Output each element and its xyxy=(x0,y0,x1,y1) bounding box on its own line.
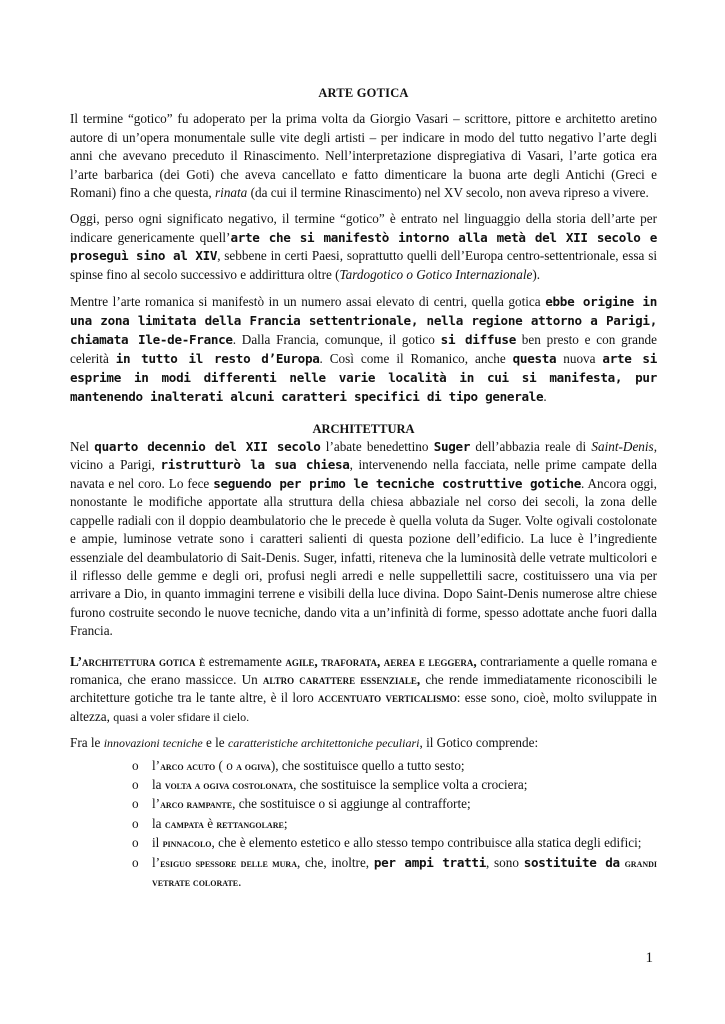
italic-text: Tardogotico o Gotico Internazionale xyxy=(339,266,533,282)
text-run: ; xyxy=(283,815,288,831)
text-run: dell’abbazia reale di xyxy=(470,439,592,455)
bold-text: arte si esprime in modi differenti nelle varie località in cui si manifesta, pur mantenendo inalterati alcuni caratteri specifici di tipo generale xyxy=(70,351,657,405)
features-list xyxy=(70,757,657,893)
text-run: , il Gotico comprende: xyxy=(419,735,539,751)
text-run: Mentre l’arte romanica si manifestò in un numero assai elevato di centri, quella gotica xyxy=(70,294,546,310)
paragraph-intro xyxy=(70,110,657,202)
list-item xyxy=(132,834,657,853)
text-run: . Così come il Romanico, anche xyxy=(319,351,513,367)
page-title: ARTE GOTICA xyxy=(318,86,409,100)
bold-text: si diffuse xyxy=(440,332,516,348)
italic-text: innovazioni tecniche xyxy=(103,736,203,751)
text-run: Il termine “gotico” fu adoperato per la prima volta da Giorgio Vasari – scrittore, pittore e architetto aretino autore di un’opera monumentale sulle vite degli artisti – per indicare in modo del tutto negativo l’arte degli anni che avevano preceduto il Rinascimento. Nell’interpretazione dispregiativa di Vasari, l’arte gotica era l’arte barbarica (dei Goti) che aveva cancellato e fatto dimenticare la buona arte degli Antichi (Greci e Romani) fino a che questa, xyxy=(70,111,657,201)
text-run: contrariamente a quelle romana e romanica, che erano massicce. Un xyxy=(70,653,657,687)
bullet-icon: o xyxy=(132,815,139,831)
text-run: l’ xyxy=(152,796,161,812)
page-number: 1 xyxy=(645,950,653,966)
bold-text: per ampi tratti xyxy=(373,854,486,870)
text-run: è xyxy=(203,815,217,831)
list-item xyxy=(132,757,657,776)
bold-text: L’architettura gotica è xyxy=(70,653,206,669)
text-run: ), che sostituisce quello a tutto sesto; xyxy=(270,757,465,773)
text-run: : esse sono, cioè, molto sviluppate in altezza, xyxy=(70,690,658,724)
text-run: l’abate benedettino xyxy=(320,439,434,455)
text-run: , che sostituisce o si aggiunge al contrafforte; xyxy=(232,796,471,812)
paragraph-meaning xyxy=(70,210,657,284)
paragraph-architecture xyxy=(70,438,657,640)
bold-text: volta a ogiva costolonata xyxy=(164,779,294,792)
text-run: che rende immediatamente riconoscibili le architetture gotiche tra le tante altre, è il loro xyxy=(70,671,657,706)
bullet-icon: o xyxy=(132,776,139,792)
text-run: nuova xyxy=(556,351,603,367)
text-run: , sebbene in certi Paesi, soprattutto quelli dell’Europa centro-settentrionale, essa si spinse fino al secolo successivo e addirittura oltre ( xyxy=(70,248,657,282)
text-run: Nel xyxy=(70,439,95,455)
bold-text: ristrutturò la sua chiesa xyxy=(160,457,350,473)
bold-text: altro carattere essenziale, xyxy=(262,671,421,687)
text-run: , che è elemento estetico e allo stesso tempo contribuisce alla statica degli edifici; xyxy=(211,835,642,851)
text-run: . Dalla Francia, comunque, il gotico xyxy=(232,332,441,348)
text-run: quasi a voler sfidare il cielo. xyxy=(113,709,250,724)
bold-text: agile, traforata, aerea e leggera, xyxy=(285,653,477,669)
bold-text: a ogiva xyxy=(236,760,271,773)
document-page xyxy=(70,84,657,892)
text-run: . xyxy=(238,874,242,889)
bold-text: accentuato verticalismo xyxy=(318,690,457,706)
text-run: estremamente xyxy=(205,653,286,669)
text-run: , intervenendo nella facciata, nelle prime campate della navata e nel coro. Lo fece xyxy=(70,457,657,491)
section-title: ARCHITETTURA xyxy=(312,422,415,437)
text-run: . Ancora oggi, nonostante le modifiche apportate alla struttura della chiesa abbaziale nel corso dei secoli, la zona delle cappelle radiali con il doppio deambulatorio che le precede è quella voluta da Suger. Volte ogivali costolonate e ampie, luminose vetrate sono i caratteri salienti di questa pozione dell’edificio. La luce è l’ingrediente essenziale del deambulatorio di Sait-Denis. Suger, infatti, riteneva che la luminosità delle vetrate multicolori e il riflesso delle gemme e degli ori, profusi negli arredi e nelle suppellettili sacre, costituissero una via per arrivare a Dio, in quanto immagini terrene e visibili della luce divina. Dopo Saint-Denis numerose altre chiese furono costruite secondo le nuove tecniche, dando vita a un’infinità di forme, spesso adottate anche fuori dalla Francia. xyxy=(70,475,657,639)
list-item xyxy=(132,776,657,795)
text-run: ). xyxy=(532,266,541,282)
bold-text: ebbe origine in una zona limitata della Francia settentrionale, nella regione attorno a Parigi, chiamata Ile-de-France xyxy=(70,294,657,348)
bold-text: arco acuto xyxy=(160,760,216,773)
italic-text: caratteristiche architettoniche peculiari xyxy=(227,736,420,751)
text-run: la xyxy=(152,776,165,792)
bold-text: grandi vetrate colorate xyxy=(152,857,658,889)
bold-text: seguendo per primo le tecniche costruttive gotiche xyxy=(213,475,582,491)
text-run: ( o xyxy=(215,757,237,773)
paragraph-list-intro xyxy=(70,734,657,752)
bullet-icon: o xyxy=(132,757,139,773)
bullet-icon: o xyxy=(132,854,139,870)
bullet-icon: o xyxy=(132,796,139,812)
text-run: l’ xyxy=(152,854,161,870)
bold-text: pinnacolo xyxy=(162,838,212,851)
italic-text: rinata xyxy=(215,185,248,201)
text-run: l’ xyxy=(152,757,161,773)
list-item xyxy=(132,795,657,814)
text-run: il xyxy=(152,835,163,851)
italic-text: Saint-Denis xyxy=(591,439,654,455)
paragraph-origin xyxy=(70,292,657,406)
bold-text: arco rampante xyxy=(160,799,233,812)
bold-text: Suger xyxy=(433,439,471,455)
text-run: . xyxy=(543,389,547,405)
bold-text: quarto decennio del XII secolo xyxy=(94,439,321,455)
text-run: Oggi, perso ogni significato negativo, il termine “gotico” è entrato nel linguaggio della storia dell’arte per indicare genericamente quell’ xyxy=(70,211,657,245)
list-item xyxy=(132,815,657,834)
text-run: , che sostituisce la semplice volta a crociera; xyxy=(293,776,528,792)
list-item xyxy=(132,854,657,893)
bullet-icon: o xyxy=(132,835,139,851)
bold-text: campata xyxy=(164,818,204,831)
bold-text: arte che si manifestò intorno alla metà del XII secolo e proseguì sino al XIV xyxy=(70,229,657,264)
text-run: , che, inoltre, xyxy=(296,854,374,870)
bold-text: rettangolare xyxy=(216,818,284,831)
paragraph-characteristics xyxy=(70,653,657,727)
bold-text: questa xyxy=(512,351,557,367)
text-run: la xyxy=(152,815,165,831)
text-run: ben presto e con grande celerità xyxy=(70,332,657,367)
text-run: e le xyxy=(202,735,228,751)
bold-text: esiguo spessore delle mura xyxy=(160,857,297,870)
text-run: , vicino a Parigi, xyxy=(70,439,657,473)
text-run: , sono xyxy=(485,854,524,870)
text-run: (da cui il termine Rinascimento) nel XV secolo, non aveva ripreso a vivere. xyxy=(247,185,649,201)
bold-text: in tutto il resto d’Europa xyxy=(115,351,320,367)
text-run: Fra le xyxy=(70,735,104,751)
bold-text: sostituite da xyxy=(523,854,620,870)
